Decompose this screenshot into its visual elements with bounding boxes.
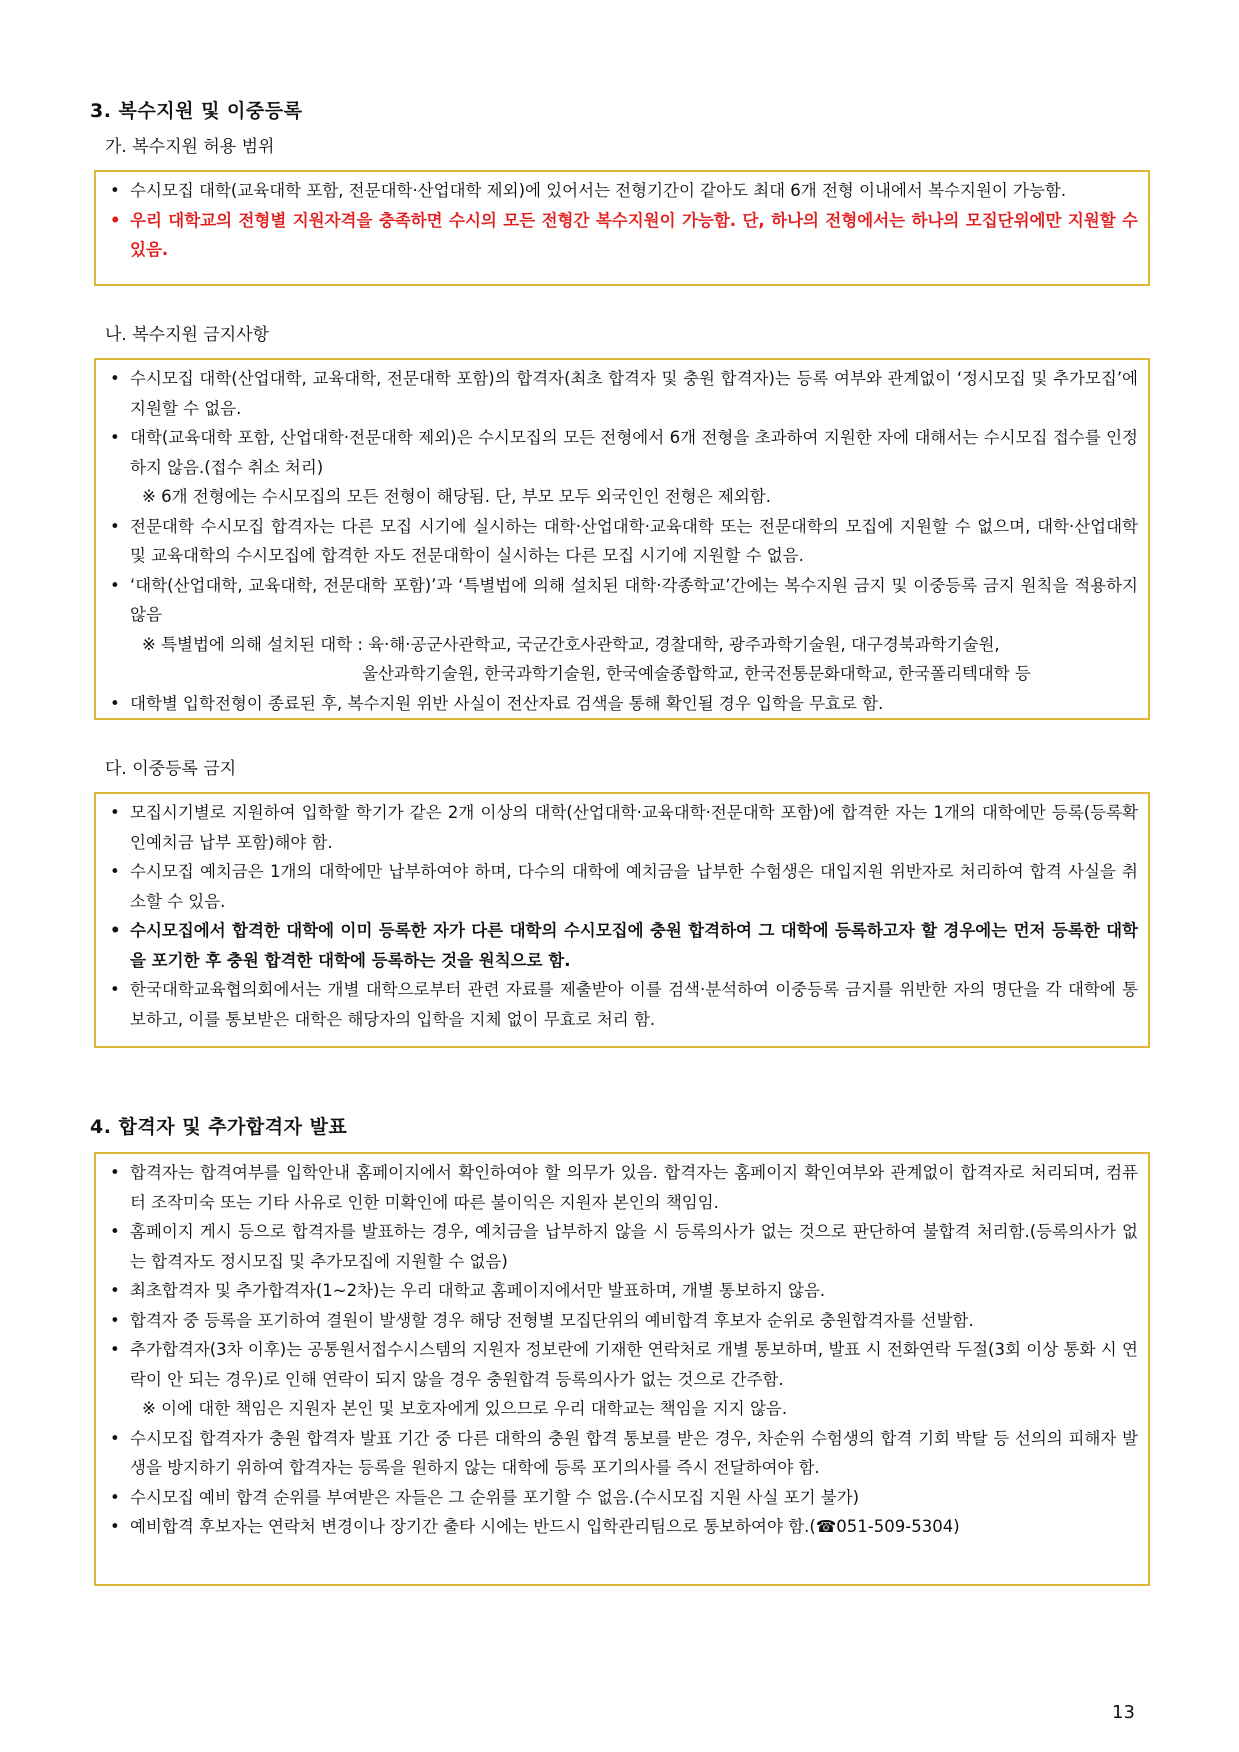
list-item: • 합격자는 합격여부를 입학안내 홈페이지에서 확인하여야 할 의무가 있음. 합격자는 홈페이지 확인여부와 관계없이 합격자로 처리되며, 컴퓨터 조작미숙 또는 기타 사유로 인한 미확인에 따른 불이익은 지원자 본인의 책임임. xyxy=(108,1158,1138,1217)
note-text: ※ 6개 전형에는 수시모집의 모든 전형이 해당됨. 단, 부모 모두 외국인인 전형은 제외함. xyxy=(142,487,771,506)
double-registration-prohibition-list xyxy=(108,798,1138,1034)
list-item: • 모집시기별로 지원하여 입학할 학기가 같은 2개 이상의 대학(산업대학·교육대학·전문대학 포함)에 합격한 자는 1개의 대학에만 등록(등록확인예치금 납부 포함)해야 함. xyxy=(108,798,1138,857)
list-item: • 홈페이지 게시 등으로 합격자를 발표하는 경우, 예치금을 납부하지 않을 시 등록의사가 없는 것으로 판단하여 불합격 처리함.(등록의사가 없는 합격자도 정시모집 및 추가모집에 지원할 수 없음) xyxy=(108,1217,1138,1276)
note-text: ※ 이에 대한 책임은 지원자 본인 및 보호자에게 있으므로 우리 대학교는 책임을 지지 않음. xyxy=(142,1399,788,1418)
list-item: • 한국대학교육협의회에서는 개별 대학으로부터 관련 자료를 제출받아 이를 검색·분석하여 이중등록 금지를 위반한 자의 명단을 각 대학에 통보하고, 이를 통보받은 대학은 해당자의 입학을 지체 없이 무효로 처리 함. xyxy=(108,975,1138,1034)
multiple-application-prohibition-list xyxy=(108,364,1138,718)
subsection-c-title: 다. 이중등록 금지 xyxy=(105,759,237,779)
announcement-box xyxy=(94,1152,1150,1586)
list-item: • 대학(교육대학 포함, 산업대학·전문대학 제외)은 수시모집의 모든 전형에서 6개 전형을 초과하여 지원한 자에 대해서는 수시모집 접수를 인정하지 않음.(접수 취소 처리) xyxy=(108,423,1138,482)
list-item: • 수시모집 대학(산업대학, 교육대학, 전문대학 포함)의 합격자(최초 합격자 및 충원 합격자)는 등록 여부와 관계없이 ‘정시모집 및 추가모집’에 지원할 수 없음. xyxy=(108,364,1138,423)
multiple-application-prohibition-box xyxy=(94,358,1150,720)
multiple-application-scope-list xyxy=(108,176,1138,265)
list-item: • 수시모집 대학(교육대학 포함, 전문대학·산업대학 제외)에 있어서는 전형기간이 같아도 최대 6개 전형 이내에서 복수지원이 가능함. xyxy=(108,176,1138,206)
list-item: • 수시모집 예비 합격 순위를 부여받은 자들은 그 순위를 포기할 수 없음.(수시모집 지원 사실 포기 불가) xyxy=(108,1483,1138,1513)
page-number: 13 xyxy=(1112,1702,1135,1723)
list-item: • 예비합격 후보자는 연락처 변경이나 장기간 출타 시에는 반드시 입학관리팀으로 통보하여야 함.(☎051-509-5304) xyxy=(108,1512,1138,1542)
list-item-highlight: • 우리 대학교의 전형별 지원자격을 충족하면 수시의 모든 전형간 복수지원이 가능함. 단, 하나의 전형에서는 하나의 모집단위에만 지원할 수 있음. xyxy=(108,206,1138,265)
list-item: • 추가합격자(3차 이후)는 공통원서접수시스템의 지원자 정보란에 기재한 연락처로 개별 통보하며, 발표 시 전화연락 두절(3회 이상 통화 시 연락이 안 되는 경우)로 인해 연락이 되지 않을 경우 충원합격 등록의사가 없는 것으로 간주함. xyxy=(108,1335,1138,1394)
section-3-title: 3. 복수지원 및 이중등록 xyxy=(90,100,303,122)
double-registration-prohibition-box xyxy=(94,792,1150,1048)
note-item xyxy=(108,630,1138,689)
list-item: • 대학별 입학전형이 종료된 후, 복수지원 위반 사실이 전산자료 검색을 통해 확인될 경우 입학을 무효로 함. xyxy=(108,689,1138,719)
list-item: • 전문대학 수시모집 합격자는 다른 모집 시기에 실시하는 대학·산업대학·교육대학 또는 전문대학의 모집에 지원할 수 없으며, 대학·산업대학 및 교육대학의 수시모집에 합격한 자도 전문대학이 실시하는 다른 모집 시기에 지원할 수 없음. xyxy=(108,512,1138,571)
list-item-bold: • 수시모집에서 합격한 대학에 이미 등록한 자가 다른 대학의 수시모집에 충원 합격하여 그 대학에 등록하고자 할 경우에는 먼저 등록한 대학을 포기한 후 충원 합격한 대학에 등록하는 것을 원칙으로 함. xyxy=(108,916,1138,975)
note-text-continued: 울산과학기술원, 한국과학기술원, 한국예술종합학교, 한국전통문화대학교, 한국폴리텍대학 등 xyxy=(362,664,1031,683)
multiple-application-scope-box xyxy=(94,170,1150,286)
announcement-list xyxy=(108,1158,1138,1542)
note-item xyxy=(108,1394,1138,1424)
note-item xyxy=(108,482,1138,512)
list-item: • 수시모집 합격자가 충원 합격자 발표 기간 중 다른 대학의 충원 합격 통보를 받은 경우, 차순위 수험생의 합격 기회 박탈 등 선의의 피해자 발생을 방지하기 위하여 합격자는 등록을 원하지 않는 대학에 등록 포기의사를 즉시 전달하여야 함. xyxy=(108,1424,1138,1483)
list-item: • ‘대학(산업대학, 교육대학, 전문대학 포함)’과 ‘특별법에 의해 설치된 대학·각종학교’간에는 복수지원 금지 및 이중등록 금지 원칙을 적용하지 않음 xyxy=(108,571,1138,630)
list-item: • 합격자 중 등록을 포기하여 결원이 발생할 경우 해당 전형별 모집단위의 예비합격 후보자 순위로 충원합격자를 선발함. xyxy=(108,1306,1138,1336)
subsection-a-title: 가. 복수지원 허용 범위 xyxy=(105,137,275,157)
list-item: • 최초합격자 및 추가합격자(1~2차)는 우리 대학교 홈페이지에서만 발표하며, 개별 통보하지 않음. xyxy=(108,1276,1138,1306)
section-4-title: 4. 합격자 및 추가합격자 발표 xyxy=(90,1116,348,1138)
subsection-b-title: 나. 복수지원 금지사항 xyxy=(105,325,270,345)
list-item: • 수시모집 예치금은 1개의 대학에만 납부하여야 하며, 다수의 대학에 예치금을 납부한 수험생은 대입지원 위반자로 처리하여 합격 사실을 취소할 수 있음. xyxy=(108,857,1138,916)
note-text: ※ 특별법에 의해 설치된 대학 : 육·해·공군사관학교, 국군간호사관학교, 경찰대학, 광주과학기술원, 대구경북과학기술원, xyxy=(142,634,1000,654)
